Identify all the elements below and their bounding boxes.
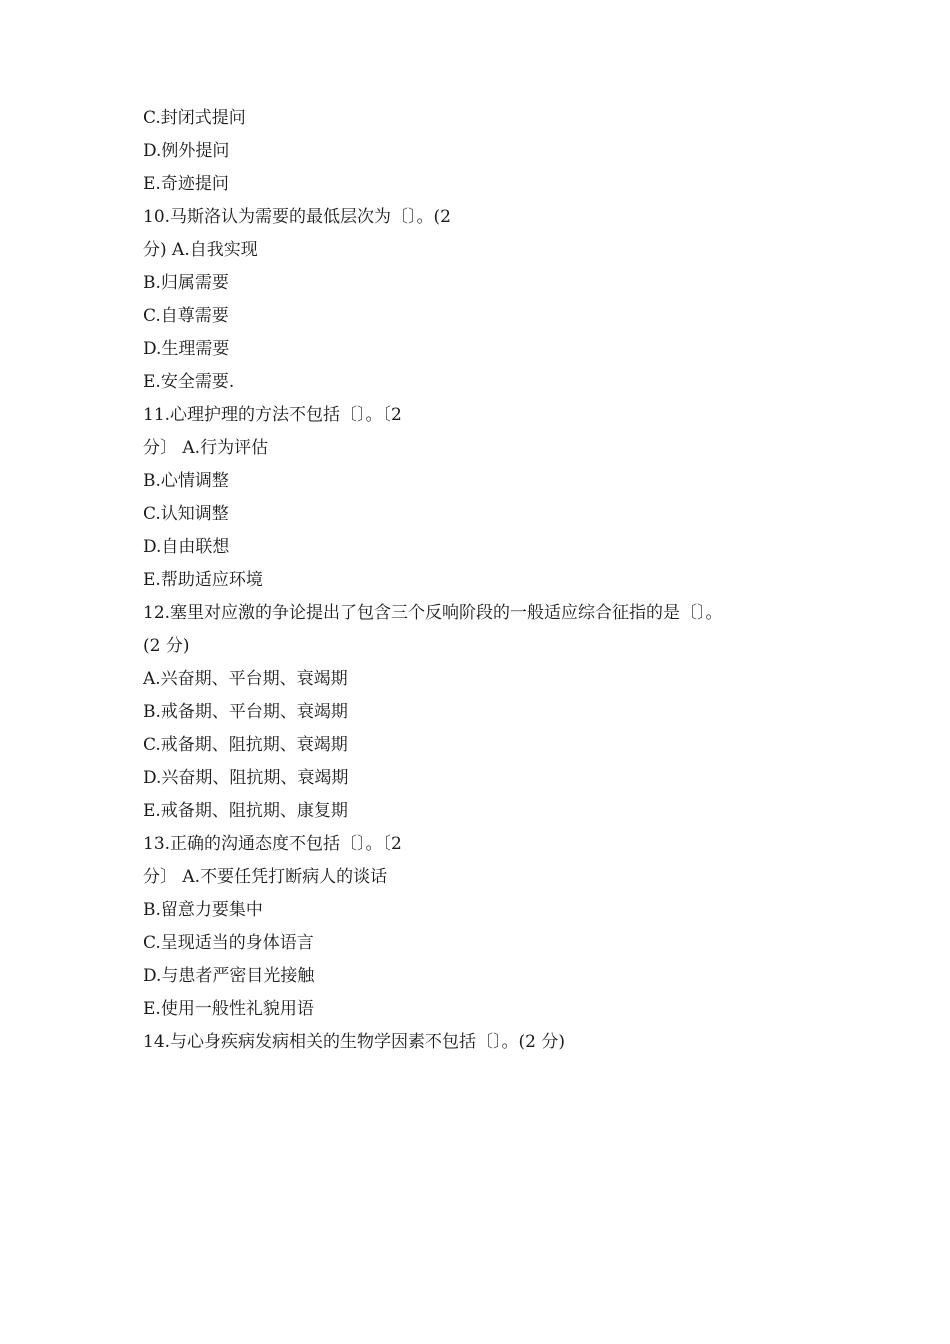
- option-line: E.戒备期、阻抗期、康复期: [143, 801, 348, 821]
- option-line: 分〕 A.行为评估: [143, 438, 269, 458]
- option-line: B.留意力要集中: [143, 900, 263, 920]
- option-line: D.自由联想: [143, 537, 230, 557]
- option-line: A.兴奋期、平台期、衰竭期: [143, 669, 348, 689]
- question-line: 11.心理护理的方法不包括〔〕。〔2: [143, 405, 402, 425]
- option-line: C.戒备期、阻抗期、衰竭期: [143, 735, 348, 755]
- option-line: C.认知调整: [143, 504, 229, 524]
- question-score-line: (2 分): [143, 636, 190, 656]
- option-line: E.使用一般性礼貌用语: [143, 999, 314, 1019]
- question-list: [143, 102, 903, 1059]
- option-line: C.呈现适当的身体语言: [143, 933, 314, 953]
- option-line: 分〕 A.不要任凭打断病人的谈话: [143, 867, 388, 887]
- option-line: D.与患者严密目光接触: [143, 966, 315, 986]
- option-line: C.封闭式提问: [143, 108, 246, 128]
- option-line: E.帮助适应环境: [143, 570, 263, 590]
- option-line: B.戒备期、平台期、衰竭期: [143, 702, 348, 722]
- option-line: D.兴奋期、阻抗期、衰竭期: [143, 768, 349, 788]
- question-line: 12.塞里对应激的争论提出了包含三个反响阶段的一般适应综合征指的是〔〕。: [143, 603, 723, 623]
- option-line: D.例外提问: [143, 141, 230, 161]
- question-line: 13.正确的沟通态度不包括〔〕。〔2: [143, 834, 402, 854]
- option-line: D.生理需要: [143, 339, 230, 359]
- question-line: 14.与心身疾病发病相关的生物学因素不包括〔〕。(2 分): [143, 1032, 566, 1052]
- option-line: 分) A.自我实现: [143, 240, 258, 260]
- option-line: B.心情调整: [143, 471, 229, 491]
- option-line: C.自尊需要: [143, 306, 229, 326]
- option-line: E.安全需要.: [143, 372, 235, 392]
- question-line: 10.马斯洛认为需要的最低层次为〔〕。(2: [143, 207, 451, 227]
- option-line: E.奇迹提问: [143, 174, 229, 194]
- option-line: B.归属需要: [143, 273, 229, 293]
